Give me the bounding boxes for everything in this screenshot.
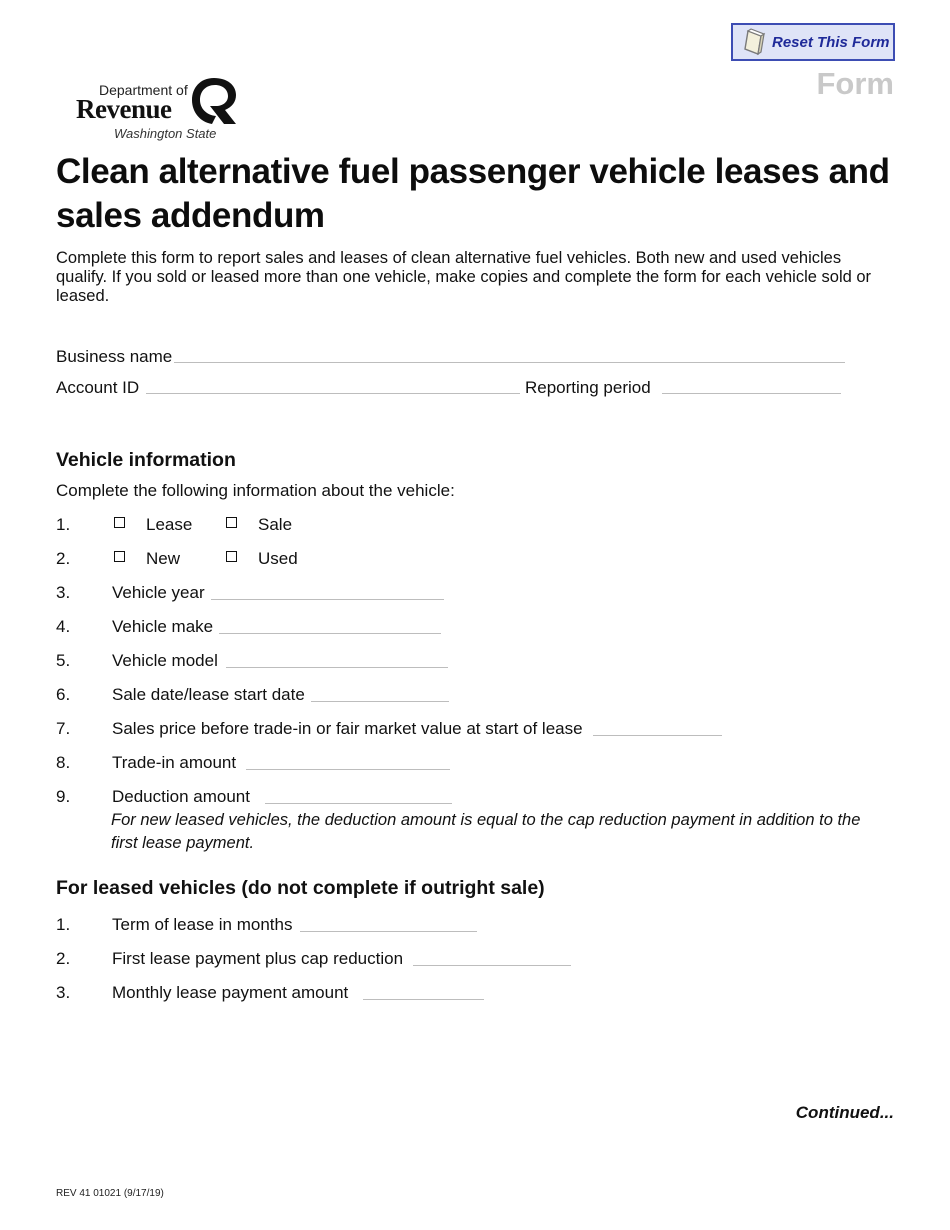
vehicle-section-subtext: Complete the following information about the vehicle: [56, 481, 455, 500]
vehicle-year-label: Vehicle year [112, 583, 205, 602]
sale-date-label: Sale date/lease start date [112, 685, 305, 704]
account-id-field[interactable] [146, 393, 520, 394]
used-option-label: Used [258, 549, 298, 568]
reset-form-label: Reset This Form [772, 33, 890, 51]
sales-price-field[interactable] [593, 735, 722, 736]
vehicle-item-number: 2. [56, 549, 71, 568]
reset-form-button[interactable] [731, 23, 895, 61]
deduction-note: For new leased vehicles, the deduction amount is equal to the cap reduction payment in addition to the first lease payment. [111, 811, 861, 852]
monthly-payment-field[interactable] [363, 999, 484, 1000]
deduction-amount-label: Deduction amount [112, 787, 250, 806]
reporting-period-field[interactable] [662, 393, 841, 394]
vehicle-item-number: 5. [56, 651, 71, 670]
form-label: Form [816, 66, 894, 101]
vehicle-item-number: 7. [56, 719, 71, 738]
deduction-amount-field[interactable] [265, 803, 452, 804]
reporting-period-label: Reporting period [525, 378, 651, 397]
lease-term-field[interactable] [300, 931, 477, 932]
trade-in-field[interactable] [246, 769, 450, 770]
vehicle-item-number: 1. [56, 515, 71, 534]
logo-line-revenue: Revenue [76, 94, 172, 124]
sale-checkbox[interactable] [226, 517, 237, 528]
vehicle-item-number: 6. [56, 685, 71, 704]
trade-in-label: Trade-in amount [112, 753, 237, 772]
vehicle-section-heading: Vehicle information [56, 449, 236, 471]
logo-line-department: Department of [99, 82, 188, 98]
vehicle-make-label: Vehicle make [112, 617, 214, 636]
vehicle-model-field[interactable] [226, 667, 448, 668]
lease-section-heading: For leased vehicles (do not complete if outright sale) [56, 877, 545, 899]
lease-checkbox[interactable] [114, 517, 125, 528]
business-name-label: Business name [56, 347, 173, 366]
lease-item-number: 2. [56, 949, 71, 968]
sale-date-field[interactable] [311, 701, 449, 702]
lease-option-label: Lease [146, 515, 193, 534]
first-payment-label: First lease payment plus cap reduction [112, 949, 404, 968]
account-id-label: Account ID [56, 378, 140, 397]
vehicle-item-number: 9. [56, 787, 71, 806]
sales-price-label: Sales price before trade-in or fair market value at start of lease [112, 719, 583, 738]
vehicle-item-number: 8. [56, 753, 71, 772]
new-option-label: New [146, 549, 181, 568]
first-payment-field[interactable] [413, 965, 571, 966]
monthly-payment-label: Monthly lease payment amount [112, 983, 349, 1002]
vehicle-item-number: 4. [56, 617, 71, 636]
vehicle-item-number: 3. [56, 583, 71, 602]
eraser-icon [739, 27, 769, 57]
sale-option-label: Sale [258, 515, 293, 534]
continued-label: Continued... [795, 1103, 894, 1122]
lease-item-number: 3. [56, 983, 71, 1002]
intro-text: Complete this form to report sales and leases of clean alternative fuel vehicles. Both new and used vehicles qualify. If you sold or leased more than one vehicle, make copies and complete the form for each vehicle sold or leased. [56, 249, 872, 305]
logo-line-state: Washington State [114, 126, 217, 141]
form-title: Clean alternative fuel passenger vehicle leases and sales addendum [56, 152, 890, 235]
used-checkbox[interactable] [226, 551, 237, 562]
revenue-swirl-icon [188, 76, 240, 126]
lease-term-label: Term of lease in months [112, 915, 293, 934]
vehicle-make-field[interactable] [219, 633, 441, 634]
lease-item-number: 1. [56, 915, 71, 934]
dor-logo [76, 76, 246, 144]
vehicle-year-field[interactable] [211, 599, 444, 600]
business-name-field[interactable] [174, 362, 845, 363]
vehicle-model-label: Vehicle model [112, 651, 218, 670]
new-checkbox[interactable] [114, 551, 125, 562]
form-revision-footer: REV 41 01021 (9/17/19) [56, 1188, 164, 1199]
